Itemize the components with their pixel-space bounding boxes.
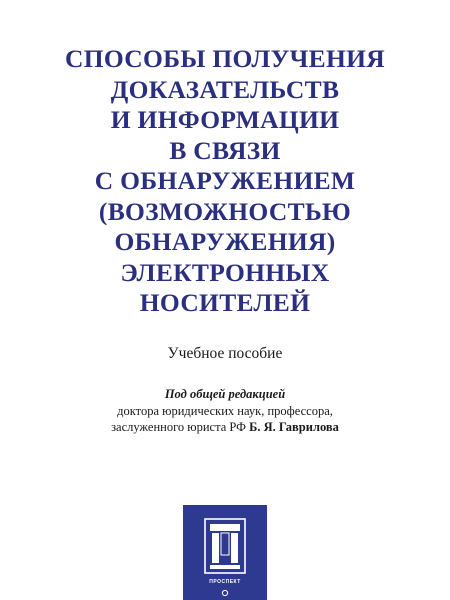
publisher-name: ПРОСПЕКТ (209, 579, 241, 585)
title-line: ОБНАРУЖЕНИЯ) (114, 227, 336, 256)
title-line: НОСИТЕЛЕЙ (139, 288, 311, 317)
title-line: СПОСОБЫ ПОЛУЧЕНИЯ (65, 44, 385, 73)
title-line: ЭЛЕКТРОННЫХ (120, 257, 330, 287)
title-line: В СВЯЗИ (169, 135, 281, 165)
editor-credentials: доктора юридических наук, профессора, (117, 403, 333, 418)
editor-title-prefix: заслуженного юриста РФ (111, 420, 250, 434)
title-line: (ВОЗМОЖНОСТЬЮ (98, 196, 352, 226)
book-subtitle: Учебное пособие (167, 345, 283, 362)
editor-label: Под общей редакцией (164, 387, 286, 401)
publisher-logo (183, 505, 267, 600)
title-line: ДОКАЗАТЕЛЬСТВ (110, 74, 340, 104)
title-line: И ИНФОРМАЦИИ (110, 105, 340, 134)
editor-block (0, 386, 450, 436)
book-title (0, 44, 450, 319)
editor-name: Б. Я. Гаврилова (249, 420, 339, 434)
editor-title-line (0, 419, 450, 436)
publisher-logo-icon (183, 505, 267, 600)
title-line: С ОБНАРУЖЕНИЕМ (94, 166, 356, 195)
